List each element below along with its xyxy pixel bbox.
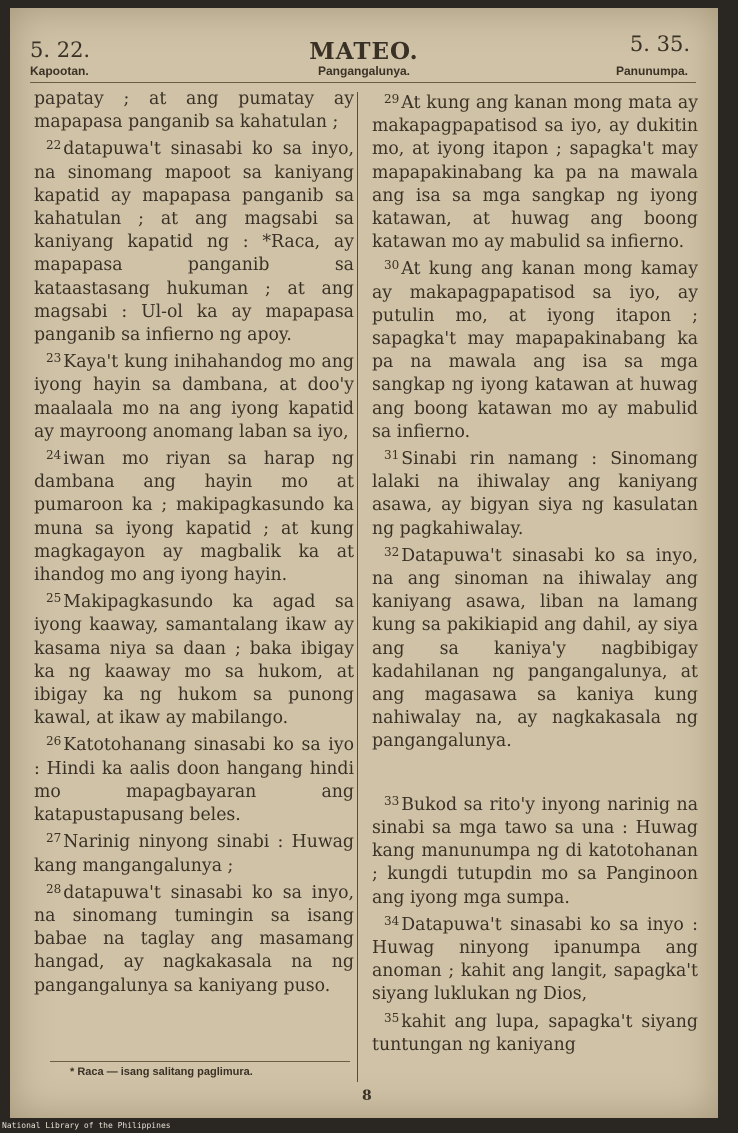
verse-29: $^{29}$ At kung ang kanan mong mata ay makapagpapatisod sa iyo, ay dukitin mo, at iyong itapon ; sapagka't may mapapakinabang ka pa na mawala ang isa sa mga sangkap ng iyong katawan, at huwag ang boong katawan mo ay mabulid sa infierno. — [372, 92, 698, 253]
verse-35: $^{35}$ kahit ang lupa, sapagka't siyang tuntungan ng kaniyang — [372, 1010, 698, 1055]
column-divider — [357, 92, 358, 1082]
verse-27: $^{27}$ Narinig ninyong sinabi : Huwag kang mangangalunya ; — [34, 831, 354, 876]
verse-31: $^{31}$ Sinabi rin namang : Sinomang lalaki na ihiwalay ang kaniyang asawa, ay bigyan siya ng kasulatan ng pagkahiwalay. — [372, 448, 698, 539]
verse-33: $^{33}$ Bukod sa rito'y inyong narinig na sinabi sa mga tawo sa una : Huwag kang manunumpa ng di katotohanan ; kungdi tutupdin mo sa Panginoon ang iyong mga sumpa. — [372, 793, 698, 908]
verse-34: $^{34}$ Datapuwa't sinasabi ko sa inyo : Huwag ninyong ipanumpa ang anoman ; kahit ang langit, sapagka't siyang luklukan ng Dios, — [372, 913, 698, 1005]
footnote-rule — [50, 1061, 350, 1062]
chapter-verse-end: 5. 35. — [629, 32, 690, 56]
verse-30: $^{30}$ At kung ang kanan mong kamay ay makapagpapatisod sa iyo, ay putulin mo, at iyong itapon ; sapagka't may mapapakinabang ka pa na mawala ang isa sa mga sangkap ng iyong katawan at huwag ang boong katawan mo ay mabulid sa infierno. — [372, 258, 698, 442]
book-page — [10, 8, 718, 1118]
verse-28: $^{28}$ datapuwa't sinasabi ko sa inyo, na sinomang tumingin sa isang babae na taglay ang masamang hangad, ay nagkakasala na ng pangangalunya sa kaniyang puso. — [34, 881, 354, 996]
verse-22: $^{22}$ datapuwa't sinasabi ko sa inyo, na sinomang mapoot sa kaniyang kapatid ay mapapasa panganib sa kahatulan ; at ang magsabi sa kaniyang kapatid ng : *Raca, ay mapapasa panganib sa kataastasang hukuman ; at ang magsabi : Ul-ol ka ay mapapasa panganib sa infierno ng apoy. — [34, 138, 354, 346]
page-number: 8 — [362, 1088, 372, 1104]
topic-center: Pangangalunya. — [317, 64, 411, 78]
left-column — [34, 88, 354, 998]
book-title: MATEO. — [309, 38, 419, 65]
verse-26: $^{26}$ Katotohanang sinasabi ko sa iyo : Hindi ka aalis doon hangang hindi mo mapagbayaran ang katapustapusang beles. — [34, 734, 354, 826]
verse-25: $^{25}$ Makipagkasundo ka agad sa iyong kaaway, samantalang ikaw ay kasama niya sa daan ; baka ibigay ka ng kaaway mo sa hukom, at ibigay ka ng hukom sa punong kawal, at ikaw ay mabilango. — [34, 591, 354, 729]
header-rule — [30, 82, 696, 83]
verse-24: $^{24}$ iwan mo riyan sa harap ng dambana ang hayin mo at pumaroon ka ; makipagkasundo ka muna sa iyong kapatid ; at kung magkagayon ay magbalik ka at ihandog mo ang iyong hayin. — [34, 448, 354, 586]
verse-32: $^{32}$ Datapuwa't sinasabi ko sa inyo, na ang sinoman na ihiwalay ang kaniyang asawa, liban na lamang kung sa pakikiapid ang dahil, ay siya ang sa kaniya'y nagbibigay kadahilanan ng pangangalunya, at ang magasawa sa kaniya kung nahiwalay na, ay nagkakasala ng pangangalunya. — [372, 544, 698, 752]
page-header — [10, 8, 718, 88]
topic-right: Panunumpa. — [615, 64, 688, 78]
chapter-verse-start: 5. 22. — [30, 38, 91, 62]
topic-left: Kapootan. — [30, 64, 89, 78]
verse-23: $^{23}$ Kaya't kung inihahandog mo ang iyong hayin sa dambana, at doo'y maalaala mo na ang iyong kapatid ay mayroong anomang laban sa iyo, — [34, 351, 354, 442]
verse-continuation: papatay ; at ang pumatay ay mapapasa panganib sa kahatulan ; — [34, 89, 354, 133]
right-column — [372, 88, 698, 1057]
library-credit: National Library of the Philippines — [2, 1121, 171, 1130]
footnote: * Raca — isang salitang paglimura. — [70, 1066, 253, 1078]
